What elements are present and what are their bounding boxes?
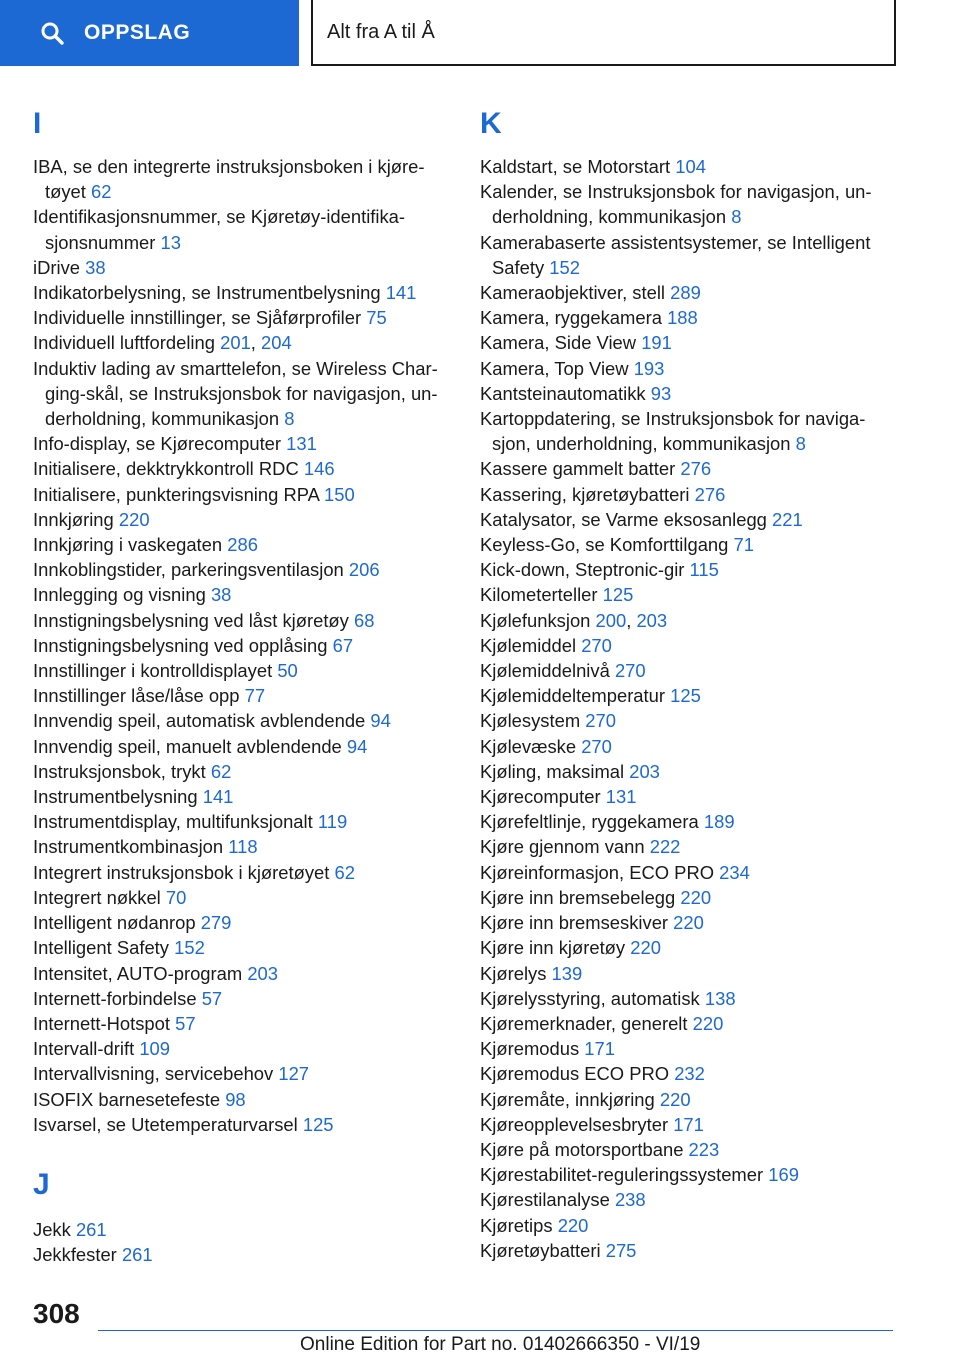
index-entry-text: Kjølemiddel bbox=[480, 634, 577, 656]
page-reference-link[interactable]: 62 bbox=[334, 861, 355, 883]
index-entry-text: Kantsteinautomatikk bbox=[480, 382, 646, 404]
index-entry-text: Kjøremerknader, generelt bbox=[480, 1012, 688, 1034]
index-entry-text: Intervallvisning, servicebehov bbox=[33, 1063, 274, 1085]
index-entry-text: Kjøremodus ECO PRO bbox=[480, 1063, 670, 1085]
index-entry-text: Individuell luftfordeling bbox=[33, 332, 215, 354]
index-entry-text: Kartoppdatering, se Instruksjonsbok for naviga‐sjon, underholdning, kommunikasjon bbox=[480, 408, 866, 455]
index-entry-text: Intelligent nødanrop bbox=[33, 912, 196, 934]
index-entry bbox=[480, 1162, 900, 1187]
index-entry bbox=[480, 179, 900, 229]
index-entry bbox=[33, 759, 463, 784]
page-reference-link[interactable]: 189 bbox=[703, 811, 735, 833]
index-entry-text: Intelligent Safety bbox=[33, 937, 169, 959]
index-entry bbox=[480, 734, 900, 759]
page-reference-link[interactable]: 94 bbox=[346, 735, 368, 757]
index-entry bbox=[480, 1087, 900, 1112]
index-letter-heading: J bbox=[33, 1167, 50, 1201]
index-entry-text: Induktiv lading av smarttelefon, se Wireless Char‐ging-skål, se Instruksjonsbok for navigasjon, un‐derholdning, kommunikasjon bbox=[33, 357, 438, 430]
index-entry bbox=[33, 1036, 463, 1061]
page-reference-link[interactable]: 220 bbox=[557, 1214, 589, 1236]
index-entry-text: Kjørestilanalyse bbox=[480, 1189, 610, 1211]
index-entry bbox=[480, 708, 900, 733]
page-reference-link[interactable]: 220 bbox=[673, 912, 704, 934]
page-reference-link[interactable]: 146 bbox=[303, 458, 335, 480]
page-reference-link[interactable]: 201 bbox=[220, 332, 251, 354]
index-entry bbox=[480, 784, 900, 809]
index-entry bbox=[480, 406, 900, 456]
page-reference-link[interactable]: 93 bbox=[650, 382, 672, 404]
index-entry bbox=[480, 633, 900, 658]
index-entry-text: Kick-down, Steptronic-gir bbox=[480, 559, 685, 581]
index-entry bbox=[33, 305, 463, 330]
page-reference-link[interactable]: 270 bbox=[581, 735, 612, 757]
index-entry-text: Kjøremåte, innkjøring bbox=[480, 1088, 655, 1110]
index-entry bbox=[480, 330, 900, 355]
page-reference-link[interactable]: 191 bbox=[641, 332, 672, 354]
index-entry bbox=[33, 154, 463, 204]
page-reference-link[interactable]: 62 bbox=[91, 181, 112, 203]
page-reference-link[interactable]: 223 bbox=[688, 1138, 720, 1160]
index-entry-text: Innstigningsbelysning ved låst kjøretøy bbox=[33, 609, 349, 631]
index-entry-text: Innvendig speil, manuelt avblendende bbox=[33, 735, 342, 757]
index-entry bbox=[33, 910, 463, 935]
index-entry-text: Kjøreopplevelsesbryter bbox=[480, 1113, 669, 1135]
index-entry bbox=[480, 1061, 900, 1086]
index-entry-text: Identifikasjonsnummer, se Kjøretøy-identifika‐sjonsnummer bbox=[33, 206, 406, 253]
index-entry-text: Kjøreinformasjon, ECO PRO bbox=[480, 861, 715, 883]
index-entry-text: Jekk bbox=[33, 1218, 71, 1240]
page-reference-link[interactable]: 289 bbox=[670, 282, 701, 304]
index-entry-text: Kamera, ryggekamera bbox=[480, 307, 662, 329]
index-entry-text: Innstillinger låse/låse opp bbox=[33, 685, 240, 707]
section-title: Alt fra A til Å bbox=[311, 0, 896, 66]
index-entry-text: ISOFIX barnesetefeste bbox=[33, 1088, 221, 1110]
index-entry bbox=[33, 935, 463, 960]
page-reference-link[interactable]: 270 bbox=[581, 634, 612, 656]
index-entry-text: Kjøretøybatteri bbox=[480, 1239, 601, 1261]
index-entry bbox=[480, 507, 900, 532]
page-reference-link[interactable]: 206 bbox=[348, 559, 380, 581]
index-entry bbox=[480, 860, 900, 885]
index-entry bbox=[33, 1061, 463, 1086]
page-reference-link[interactable]: 70 bbox=[165, 886, 187, 908]
index-entry-text: Kjøre inn kjøretøy bbox=[480, 937, 626, 959]
page-reference-link[interactable]: 188 bbox=[667, 307, 698, 329]
page-reference-link[interactable]: 104 bbox=[675, 156, 706, 177]
index-entry-text: Innstigningsbelysning ved opplåsing bbox=[33, 634, 328, 656]
page-reference-link[interactable]: 77 bbox=[244, 685, 266, 707]
index-entry bbox=[480, 356, 900, 381]
index-entry-text: Kjøretips bbox=[480, 1214, 553, 1236]
index-entry-text: Internett-forbindelse bbox=[33, 987, 197, 1009]
index-entry bbox=[33, 532, 463, 557]
index-letter-heading: K bbox=[480, 107, 502, 140]
page-reference-link[interactable]: 38 bbox=[210, 584, 232, 606]
index-entry bbox=[33, 885, 463, 910]
page-reference-link[interactable]: 232 bbox=[674, 1063, 705, 1085]
index-entry bbox=[33, 507, 463, 532]
page-reference-link[interactable]: 171 bbox=[673, 1113, 704, 1135]
index-entry bbox=[480, 230, 900, 280]
index-entry bbox=[480, 986, 900, 1011]
index-entry bbox=[480, 809, 900, 834]
index-entry bbox=[33, 633, 463, 658]
index-entry bbox=[480, 1112, 900, 1137]
index-column-left bbox=[33, 100, 463, 1267]
index-entry bbox=[33, 456, 463, 481]
page-reference-link[interactable]: 98 bbox=[225, 1088, 246, 1110]
index-entry-text: Kjøre inn bremsebelegg bbox=[480, 886, 676, 908]
index-entry-text: Instruksjonsbok, trykt bbox=[33, 760, 206, 782]
index-entry-text: IBA, se den integrerte instruksjonsboken i kjøre‐tøyet bbox=[33, 156, 425, 203]
index-entry bbox=[480, 1137, 900, 1162]
page-reference-link[interactable]: 200 bbox=[595, 609, 627, 631]
page-reference-link[interactable]: 125 bbox=[670, 685, 701, 707]
page-reference-link[interactable]: 115 bbox=[689, 559, 719, 581]
index-entry-text: Kassering, kjøretøybatteri bbox=[480, 483, 690, 505]
index-entry bbox=[33, 255, 463, 280]
index-entry-text: Innkjøring bbox=[33, 508, 114, 530]
index-entry-text: Kjølefunksjon bbox=[480, 609, 591, 631]
index-entry-text: Kjøling, maksimal bbox=[480, 760, 625, 782]
index-entry bbox=[33, 431, 463, 456]
index-entry-text: Kamerabaserte assistentsystemer, se Intelligent Safety bbox=[480, 231, 871, 278]
page-reference-link[interactable]: 220 bbox=[630, 937, 661, 959]
page-reference-link[interactable]: 261 bbox=[121, 1244, 153, 1266]
page-reference-link[interactable]: 276 bbox=[694, 483, 726, 505]
index-entry-text: Intervall-drift bbox=[33, 1038, 135, 1060]
index-entry bbox=[480, 1187, 900, 1212]
search-icon bbox=[40, 21, 64, 45]
page-reference-link[interactable]: 13 bbox=[160, 231, 181, 253]
page-reference-link[interactable]: 141 bbox=[202, 786, 234, 808]
page-reference-link[interactable]: 152 bbox=[549, 256, 580, 278]
index-entry-text: Kjørestabilitet-reguleringssystemer bbox=[480, 1164, 764, 1186]
index-entry: Individuell luftfordeling 201, 204 bbox=[33, 332, 292, 354]
index-entry-text: Kjørelys bbox=[480, 962, 547, 984]
page-reference-link[interactable]: 71 bbox=[733, 534, 754, 556]
index-entry bbox=[33, 1242, 463, 1267]
index-entry-text: Kjøre inn bremseskiver bbox=[480, 912, 669, 934]
page-reference-link[interactable]: 119 bbox=[317, 811, 348, 833]
index-entry-text: Kaldstart, se Motorstart bbox=[480, 156, 671, 177]
index-entry bbox=[33, 1112, 463, 1137]
index-entry: Kjølefunksjon 200, 203 bbox=[480, 609, 668, 631]
index-entry bbox=[33, 557, 463, 582]
page-reference-link[interactable]: 152 bbox=[174, 937, 205, 959]
page-reference-link[interactable]: 75 bbox=[366, 307, 387, 329]
index-entry bbox=[33, 961, 463, 986]
index-entry bbox=[33, 658, 463, 683]
index-entry bbox=[480, 305, 900, 330]
index-entry bbox=[480, 532, 900, 557]
index-entry-text: Kjølemiddeltemperatur bbox=[480, 685, 666, 707]
page-reference-link[interactable]: 8 bbox=[731, 206, 742, 228]
index-entry-text: Kamera, Side View bbox=[480, 332, 637, 354]
index-entry-text: Kjøre gjennom vann bbox=[480, 836, 645, 858]
index-entry-text: Intensitet, AUTO-program bbox=[33, 962, 243, 984]
index-entry bbox=[33, 280, 463, 305]
index-entry-text: Katalysator, se Varme eksosanlegg bbox=[480, 508, 767, 530]
page-reference-link[interactable]: 118 bbox=[228, 836, 258, 858]
index-entry bbox=[480, 381, 900, 406]
page-reference-link[interactable]: 286 bbox=[227, 534, 258, 556]
index-entry bbox=[33, 204, 463, 254]
index-entry-text: Integrert nøkkel bbox=[33, 886, 161, 908]
page-reference-link[interactable]: 221 bbox=[772, 508, 803, 530]
page-reference-link[interactable]: 138 bbox=[704, 987, 736, 1009]
page-reference-link[interactable]: 57 bbox=[201, 987, 223, 1009]
index-entry-text: Integrert instruksjonsbok i kjøretøyet bbox=[33, 861, 330, 883]
index-entry-text: Individuelle innstillinger, se Sjåførprofiler bbox=[33, 307, 362, 329]
page-header bbox=[0, 0, 960, 66]
page-reference-link[interactable]: 234 bbox=[719, 861, 750, 883]
index-entry bbox=[33, 860, 463, 885]
index-entry-text: Isvarsel, se Utetemperaturvarsel bbox=[33, 1113, 298, 1135]
index-entry bbox=[480, 557, 900, 582]
index-entry-text: Innvendig speil, automatisk avblendende bbox=[33, 710, 366, 732]
page-reference-link[interactable]: 150 bbox=[324, 483, 355, 505]
page-reference-link[interactable]: 68 bbox=[353, 609, 375, 631]
index-entry-text: Kjølesystem bbox=[480, 710, 581, 732]
page-reference-link[interactable]: 38 bbox=[85, 256, 106, 278]
page-reference-link[interactable]: 131 bbox=[605, 786, 637, 808]
page-reference-link[interactable]: 127 bbox=[278, 1063, 310, 1085]
page-reference-link[interactable]: 203 bbox=[247, 962, 279, 984]
index-entry-text: Initialisere, dekktrykkontroll RDC bbox=[33, 458, 299, 480]
index-entry bbox=[480, 1238, 900, 1263]
index-entry-text: Kjørecomputer bbox=[480, 786, 601, 808]
index-entry bbox=[33, 734, 463, 759]
index-entry bbox=[480, 759, 900, 784]
index-entry bbox=[480, 280, 900, 305]
index-entry-text: Kassere gammelt batter bbox=[480, 458, 676, 480]
index-entry-text: Kameraobjektiver, stell bbox=[480, 282, 666, 304]
page-reference-link[interactable]: 220 bbox=[680, 886, 712, 908]
index-letter-heading: I bbox=[33, 107, 42, 140]
index-entry bbox=[33, 986, 463, 1011]
index-entry-text: Kilometerteller bbox=[480, 584, 598, 606]
page-reference-link[interactable]: 8 bbox=[795, 433, 806, 455]
index-entry-text: Innstillinger i kontrolldisplayet bbox=[33, 660, 273, 682]
index-entry-text: Info-display, se Kjørecomputer bbox=[33, 433, 282, 455]
page-reference-link[interactable]: 270 bbox=[585, 710, 616, 732]
index-entry-text: Kamera, Top View bbox=[480, 357, 629, 379]
page-reference-link[interactable]: 204 bbox=[261, 332, 292, 354]
page-reference-link[interactable]: 220 bbox=[118, 508, 150, 530]
index-entry-text: Kjøre på motorsportbane bbox=[480, 1138, 684, 1160]
index-column-right bbox=[480, 100, 900, 1263]
index-entry-text: Innlegging og visning bbox=[33, 584, 206, 606]
index-entry-text: Jekkfester bbox=[33, 1244, 117, 1266]
page-reference-link[interactable]: 203 bbox=[629, 760, 660, 782]
page-reference-link[interactable]: 275 bbox=[605, 1239, 637, 1261]
index-entry bbox=[480, 935, 900, 960]
page-reference-link[interactable]: 8 bbox=[284, 408, 295, 430]
index-entry-text: Instrumentdisplay, multifunksjonalt bbox=[33, 811, 313, 833]
index-entry bbox=[480, 482, 900, 507]
index-entry bbox=[480, 1036, 900, 1061]
page-reference-link[interactable]: 125 bbox=[602, 584, 634, 606]
index-entry bbox=[480, 154, 900, 179]
index-entry bbox=[480, 456, 900, 481]
footer-divider bbox=[98, 1330, 893, 1331]
index-entry bbox=[480, 1213, 900, 1238]
index-entry-text: Indikatorbelysning, se Instrumentbelysning bbox=[33, 282, 381, 304]
search-tab-label: OPPSLAG bbox=[84, 21, 191, 44]
index-entry-text: Kalender, se Instruksjonsbok for navigasjon, un‐derholdning, kommunikasjon bbox=[480, 181, 872, 228]
index-entry-text: Instrumentbelysning bbox=[33, 786, 198, 808]
index-entry-text: Kjølemiddelnivå bbox=[480, 660, 610, 682]
index-entry bbox=[33, 683, 463, 708]
index-entry bbox=[33, 608, 463, 633]
page-reference-link[interactable]: 141 bbox=[385, 282, 417, 304]
page-reference-link[interactable]: 222 bbox=[649, 836, 681, 858]
page-reference-link[interactable]: 139 bbox=[551, 962, 583, 984]
index-entry-text: Kjørelysstyring, automatisk bbox=[480, 987, 700, 1009]
index-entry-text: Innkjøring i vaskegaten bbox=[33, 534, 223, 556]
index-entry bbox=[480, 834, 900, 859]
page-reference-link[interactable]: 238 bbox=[614, 1189, 646, 1211]
index-entry-text: Innkoblingstider, parkeringsventilasjon bbox=[33, 559, 344, 581]
index-entry bbox=[480, 658, 900, 683]
page-reference-link[interactable]: 171 bbox=[584, 1038, 615, 1060]
page-reference-link[interactable]: 261 bbox=[75, 1218, 107, 1240]
index-entry bbox=[33, 809, 463, 834]
search-tab[interactable] bbox=[0, 0, 299, 66]
page-reference-link[interactable]: 193 bbox=[633, 357, 665, 379]
index-entry-text: Internett-Hotspot bbox=[33, 1012, 170, 1034]
page-reference-link[interactable]: 270 bbox=[614, 660, 646, 682]
page-reference-link[interactable]: 57 bbox=[175, 1012, 196, 1034]
index-entry bbox=[480, 582, 900, 607]
index-entry bbox=[33, 784, 463, 809]
index-entry-text: iDrive bbox=[33, 256, 81, 278]
index-entry bbox=[33, 834, 463, 859]
footer-edition-text: Online Edition for Part no. 01402666350 - VI/19 bbox=[300, 1334, 701, 1355]
index-entry-text: Instrumentkombinasjon bbox=[33, 836, 224, 858]
page-reference-link[interactable]: 220 bbox=[659, 1088, 691, 1110]
page-reference-link[interactable]: 131 bbox=[286, 433, 317, 455]
page-reference-link[interactable]: 276 bbox=[680, 458, 712, 480]
page-reference-link[interactable]: 125 bbox=[302, 1113, 334, 1135]
index-entry bbox=[480, 683, 900, 708]
index-entry-text: Kjøremodus bbox=[480, 1038, 580, 1060]
page-reference-link[interactable]: 50 bbox=[277, 660, 298, 682]
index-entry bbox=[33, 582, 463, 607]
index-entry bbox=[33, 1011, 463, 1036]
index-entry bbox=[33, 1217, 463, 1242]
index-entry bbox=[480, 1011, 900, 1036]
index-entry-text: Kjølevæske bbox=[480, 735, 577, 757]
page-reference-link[interactable]: 94 bbox=[370, 710, 391, 732]
page-reference-link[interactable]: 62 bbox=[210, 760, 232, 782]
index-entry bbox=[33, 1087, 463, 1112]
page-number: 308 bbox=[33, 1298, 80, 1329]
page-reference-link[interactable]: 67 bbox=[332, 634, 354, 656]
page-reference-link[interactable]: 109 bbox=[139, 1038, 170, 1060]
index-entry bbox=[33, 708, 463, 733]
index-entry-text: Kjørefeltlinje, ryggekamera bbox=[480, 811, 699, 833]
index-entry bbox=[33, 482, 463, 507]
page-reference-link[interactable]: 279 bbox=[200, 912, 232, 934]
page-reference-link[interactable]: 220 bbox=[692, 1012, 724, 1034]
index-entry bbox=[480, 885, 900, 910]
index-entry-text: Initialisere, punkteringsvisning RPA bbox=[33, 483, 319, 505]
page-reference-link[interactable]: 203 bbox=[636, 609, 668, 631]
index-entry bbox=[480, 910, 900, 935]
page-reference-link[interactable]: 169 bbox=[768, 1164, 799, 1186]
index-entry bbox=[480, 961, 900, 986]
index-entry-text: Keyless-Go, se Komforttilgang bbox=[480, 534, 729, 556]
index-entry bbox=[33, 356, 463, 432]
